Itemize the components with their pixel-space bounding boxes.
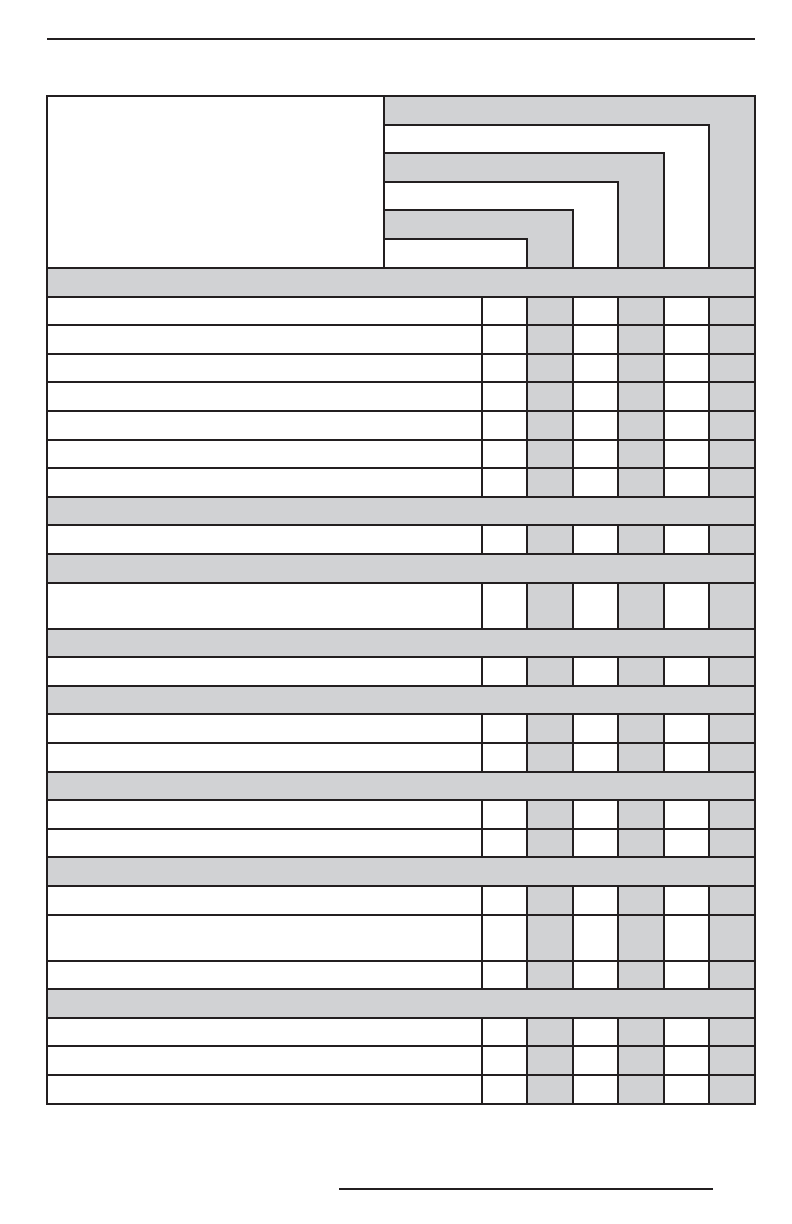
column-divider — [481, 382, 483, 411]
column-divider — [572, 354, 574, 383]
service-row-label — [53, 923, 476, 937]
column-divider — [708, 354, 710, 383]
column-divider — [708, 525, 710, 554]
column-divider — [617, 1046, 619, 1075]
column-divider — [617, 354, 619, 383]
column-divider — [663, 1018, 665, 1047]
column-divider — [663, 800, 665, 829]
row-divider — [47, 296, 755, 298]
column-divider — [526, 829, 528, 858]
column-divider — [572, 468, 574, 497]
service-cell-shaded — [709, 800, 755, 829]
column-divider — [481, 525, 483, 554]
column-divider — [617, 961, 619, 990]
section-header-label — [53, 276, 749, 290]
column-divider — [708, 297, 710, 326]
column-divider — [617, 525, 619, 554]
column-divider — [481, 800, 483, 829]
row-divider — [47, 685, 755, 687]
row-divider — [47, 914, 755, 916]
column-divider — [708, 829, 710, 858]
row-divider — [47, 628, 755, 630]
service-cell-shaded — [709, 886, 755, 915]
header-level-label — [390, 161, 658, 175]
header-step-line — [384, 238, 528, 240]
column-divider — [572, 1046, 574, 1075]
service-cell-shaded — [709, 468, 755, 497]
service-row-label — [53, 305, 476, 319]
service-cell-shaded — [527, 583, 573, 629]
section-header-label — [53, 997, 749, 1011]
column-divider — [617, 714, 619, 743]
column-divider — [617, 657, 619, 686]
service-cell-shaded — [709, 411, 755, 440]
service-row-label — [53, 837, 476, 851]
service-cell-shaded — [709, 1018, 755, 1047]
column-divider — [481, 743, 483, 772]
column-divider — [663, 961, 665, 990]
service-cell-shaded — [709, 382, 755, 411]
section-header-label — [53, 865, 749, 879]
service-cell-shaded — [618, 714, 664, 743]
service-cell-shaded — [527, 382, 573, 411]
column-divider — [526, 714, 528, 743]
row-divider — [47, 885, 755, 887]
service-cell-shaded — [709, 297, 755, 326]
column-divider — [708, 583, 710, 629]
service-row-label — [53, 894, 476, 908]
service-cell-shaded — [527, 525, 573, 554]
column-divider — [617, 800, 619, 829]
column-divider — [526, 915, 528, 961]
service-cell-shaded — [527, 915, 573, 961]
service-cell-shaded — [709, 583, 755, 629]
header-level-label — [390, 104, 749, 118]
row-divider — [47, 960, 755, 962]
column-divider — [663, 411, 665, 440]
column-divider — [572, 800, 574, 829]
column-divider — [663, 583, 665, 629]
column-divider — [708, 886, 710, 915]
column-divider — [526, 1046, 528, 1075]
column-divider — [572, 1075, 574, 1104]
service-row-label — [53, 808, 476, 822]
row-divider — [47, 467, 755, 469]
column-divider — [708, 800, 710, 829]
service-cell-shaded — [709, 743, 755, 772]
column-divider — [708, 411, 710, 440]
column-divider — [526, 1075, 528, 1104]
row-divider — [47, 324, 755, 326]
service-cell-shaded — [709, 440, 755, 469]
column-divider — [572, 961, 574, 990]
column-divider — [572, 657, 574, 686]
service-cell-shaded — [618, 325, 664, 354]
service-row-label — [53, 591, 476, 605]
row-divider — [47, 1074, 755, 1076]
column-divider — [526, 382, 528, 411]
column-divider — [481, 1046, 483, 1075]
service-cell-shaded — [618, 886, 664, 915]
service-cell-shaded — [618, 915, 664, 961]
column-divider — [663, 354, 665, 383]
row-divider — [47, 771, 755, 773]
service-cell-shaded — [527, 297, 573, 326]
column-divider — [526, 743, 528, 772]
service-cell-shaded — [618, 411, 664, 440]
table-border-right — [754, 95, 756, 1105]
service-cell-shaded — [527, 1075, 573, 1104]
column-divider — [617, 583, 619, 629]
column-divider — [617, 1018, 619, 1047]
column-divider — [663, 1075, 665, 1104]
column-divider — [572, 411, 574, 440]
column-divider — [572, 525, 574, 554]
service-cell-shaded — [527, 657, 573, 686]
column-divider — [708, 1018, 710, 1047]
header-step-line — [384, 181, 619, 183]
column-divider — [708, 714, 710, 743]
column-divider — [572, 743, 574, 772]
column-divider — [481, 325, 483, 354]
column-divider — [663, 829, 665, 858]
service-row-label — [53, 533, 476, 547]
service-cell-shaded — [618, 829, 664, 858]
service-row-label — [53, 1083, 476, 1097]
column-divider — [481, 829, 483, 858]
column-divider — [481, 1075, 483, 1104]
row-divider — [47, 799, 755, 801]
service-cell-shaded — [709, 714, 755, 743]
service-row-label — [53, 419, 476, 433]
column-divider — [572, 325, 574, 354]
column-divider — [481, 961, 483, 990]
column-divider — [526, 525, 528, 554]
service-cell-shaded — [527, 468, 573, 497]
column-divider — [617, 325, 619, 354]
column-divider — [572, 440, 574, 469]
header-step-line — [384, 209, 574, 211]
service-cell-shaded — [527, 325, 573, 354]
column-divider — [663, 714, 665, 743]
column-divider — [572, 886, 574, 915]
column-divider — [481, 440, 483, 469]
header-step-vline — [526, 238, 528, 268]
column-divider — [708, 657, 710, 686]
column-divider — [663, 382, 665, 411]
column-divider — [481, 886, 483, 915]
service-cell-shaded — [618, 961, 664, 990]
column-divider — [572, 382, 574, 411]
column-divider — [663, 525, 665, 554]
column-divider — [617, 382, 619, 411]
service-cell-shaded — [618, 525, 664, 554]
column-divider — [572, 714, 574, 743]
column-divider — [663, 1046, 665, 1075]
row-divider — [47, 353, 755, 355]
service-cell-shaded — [618, 657, 664, 686]
column-divider — [708, 468, 710, 497]
header-column-shaded — [709, 96, 755, 268]
service-cell-shaded — [709, 657, 755, 686]
service-cell-shaded — [709, 961, 755, 990]
row-divider — [47, 381, 755, 383]
service-cell-shaded — [618, 1018, 664, 1047]
row-divider — [47, 988, 755, 990]
table-border-top — [47, 95, 756, 97]
service-cell-shaded — [618, 800, 664, 829]
column-divider — [526, 1018, 528, 1047]
column-divider — [663, 325, 665, 354]
header-split-line — [383, 96, 385, 268]
service-cell-shaded — [709, 354, 755, 383]
column-divider — [526, 657, 528, 686]
row-divider — [47, 1045, 755, 1047]
header-step-line — [384, 124, 710, 126]
column-divider — [481, 297, 483, 326]
row-divider — [47, 713, 755, 715]
column-divider — [663, 915, 665, 961]
column-divider — [708, 440, 710, 469]
service-cell-shaded — [527, 440, 573, 469]
header-level-label — [390, 247, 521, 261]
service-cell-shaded — [618, 583, 664, 629]
column-divider — [617, 440, 619, 469]
row-divider — [47, 828, 755, 830]
row-divider — [47, 1017, 755, 1019]
column-divider — [617, 915, 619, 961]
service-row-label — [53, 448, 476, 462]
service-cell-shaded — [618, 297, 664, 326]
header-step-vline — [617, 181, 619, 268]
header-step-line — [384, 152, 665, 154]
service-cell-shaded — [709, 1075, 755, 1104]
column-divider — [481, 411, 483, 440]
column-divider — [572, 829, 574, 858]
header-step-vline — [708, 124, 710, 268]
column-divider — [708, 382, 710, 411]
service-cell-shaded — [709, 829, 755, 858]
service-cell-shaded — [527, 411, 573, 440]
column-divider — [481, 714, 483, 743]
column-divider — [526, 440, 528, 469]
service-row-label — [53, 665, 476, 679]
column-divider — [663, 657, 665, 686]
service-cell-shaded — [527, 1018, 573, 1047]
row-divider — [47, 856, 755, 858]
service-row-label — [53, 333, 476, 347]
service-cell-shaded — [527, 886, 573, 915]
header-level-label — [390, 218, 567, 232]
column-divider — [663, 440, 665, 469]
column-divider — [526, 886, 528, 915]
column-divider — [663, 297, 665, 326]
column-divider — [526, 800, 528, 829]
column-divider — [617, 829, 619, 858]
service-row-label — [53, 476, 476, 490]
service-row-label — [53, 1026, 476, 1040]
column-divider — [708, 743, 710, 772]
service-row-label — [53, 722, 476, 736]
section-header-label — [53, 562, 749, 576]
service-cell-shaded — [709, 525, 755, 554]
section-header-label — [53, 780, 749, 794]
footer-rule — [339, 1188, 713, 1190]
service-cell-shaded — [618, 1075, 664, 1104]
column-divider — [481, 583, 483, 629]
service-cell-shaded — [527, 354, 573, 383]
service-cell-shaded — [527, 1046, 573, 1075]
column-divider — [572, 583, 574, 629]
row-divider — [47, 410, 755, 412]
column-divider — [481, 1018, 483, 1047]
service-cell-shaded — [709, 1046, 755, 1075]
row-divider — [47, 439, 755, 441]
row-divider — [47, 582, 755, 584]
service-cell-shaded — [618, 743, 664, 772]
column-divider — [663, 743, 665, 772]
service-cell-shaded — [618, 440, 664, 469]
column-divider — [481, 354, 483, 383]
service-cell-shaded — [709, 325, 755, 354]
service-cell-shaded — [527, 743, 573, 772]
column-divider — [617, 743, 619, 772]
service-cell-shaded — [527, 714, 573, 743]
service-row-label — [53, 969, 476, 983]
column-divider — [663, 468, 665, 497]
column-divider — [526, 354, 528, 383]
row-divider — [47, 553, 755, 555]
service-cell-shaded — [618, 382, 664, 411]
service-cell-shaded — [618, 1046, 664, 1075]
service-cell-shaded — [709, 915, 755, 961]
service-row-label — [53, 751, 476, 765]
section-header-label — [53, 505, 749, 519]
service-row-label — [53, 1054, 476, 1068]
column-divider — [708, 1075, 710, 1104]
column-divider — [617, 411, 619, 440]
row-divider — [47, 742, 755, 744]
section-header-label — [53, 637, 749, 651]
column-divider — [617, 886, 619, 915]
column-divider — [708, 1046, 710, 1075]
header-step-vline — [663, 152, 665, 268]
column-divider — [526, 961, 528, 990]
column-divider — [572, 915, 574, 961]
column-divider — [481, 657, 483, 686]
service-row-label — [53, 362, 476, 376]
service-cell-shaded — [527, 961, 573, 990]
header-level-label — [390, 133, 703, 147]
row-divider — [47, 496, 755, 498]
column-divider — [663, 886, 665, 915]
column-divider — [526, 411, 528, 440]
column-divider — [481, 915, 483, 961]
table-border-left — [46, 95, 48, 1105]
header-step-vline — [572, 209, 574, 268]
column-divider — [708, 915, 710, 961]
row-divider — [47, 524, 755, 526]
service-cell-shaded — [618, 468, 664, 497]
service-cell-shaded — [618, 354, 664, 383]
column-divider — [708, 325, 710, 354]
service-cell-shaded — [527, 829, 573, 858]
row-divider — [47, 656, 755, 658]
service-cell-shaded — [527, 800, 573, 829]
column-divider — [526, 583, 528, 629]
row-divider — [47, 267, 755, 269]
column-divider — [617, 1075, 619, 1104]
column-divider — [526, 468, 528, 497]
header-level-label — [390, 190, 612, 204]
column-divider — [572, 1018, 574, 1047]
service-row-label — [53, 390, 476, 404]
column-divider — [572, 297, 574, 326]
column-divider — [617, 297, 619, 326]
section-header-label — [53, 694, 749, 708]
column-divider — [481, 468, 483, 497]
table-border-bottom — [46, 1103, 756, 1105]
column-divider — [617, 468, 619, 497]
column-divider — [708, 961, 710, 990]
column-divider — [526, 297, 528, 326]
column-divider — [526, 325, 528, 354]
